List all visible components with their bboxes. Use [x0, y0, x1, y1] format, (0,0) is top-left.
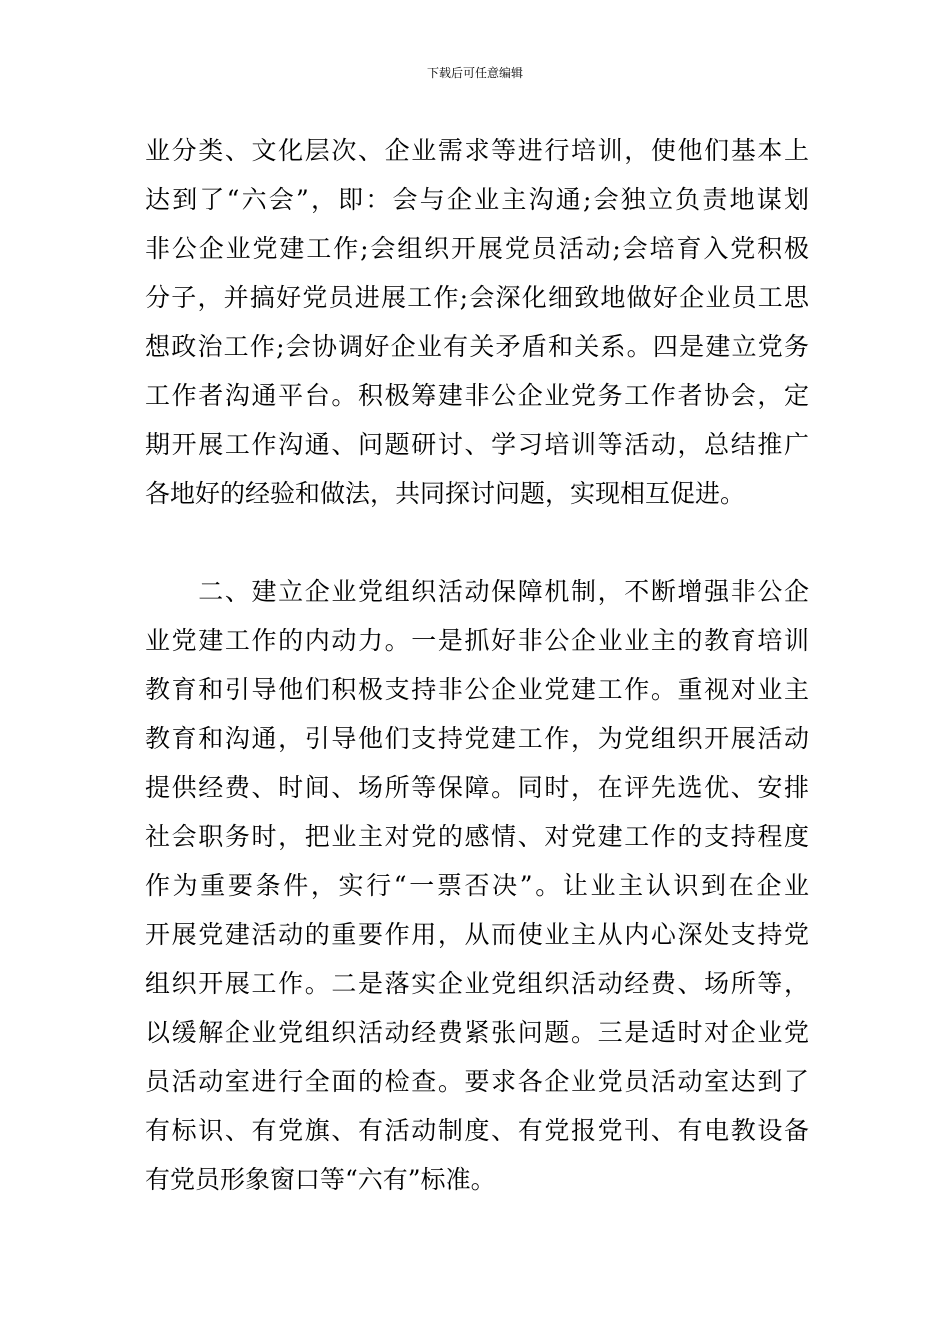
- paragraph-line: 分子，并搞好党员进展工作;会深化细致地做好企业员工思: [145, 283, 809, 312]
- paragraph-line: 有标识、有党旗、有活动制度、有党报党刊、有电教设备: [145, 1116, 809, 1145]
- paragraph-line: 作为重要条件，实行“一票否决”。让业主认识到在企业: [145, 871, 809, 900]
- paragraph-line: 期开展工作沟通、问题研讨、学习培训等活动，总结推广: [145, 430, 809, 459]
- paragraph-line: 教育和沟通，引导他们支持党建工作，为党组织开展活动: [145, 724, 809, 753]
- page-header-note: 下载后可任意编辑: [426, 66, 523, 80]
- paragraph-line: 二、建立企业党组织活动保障机制，不断增强非公企: [145, 577, 809, 606]
- paragraph-line: 员活动室进行全面的检查。要求各企业党员活动室达到了: [145, 1067, 809, 1096]
- paragraph-line: 以缓解企业党组织活动经费紧张问题。三是适时对企业党: [145, 1018, 809, 1047]
- paragraph-line: 业分类、文化层次、企业需求等进行培训，使他们基本上: [145, 136, 809, 165]
- paragraph-line: 组织开展工作。二是落实企业党组织活动经费、场所等，: [145, 969, 809, 998]
- paragraph-1: [145, 126, 809, 518]
- document-body: [145, 126, 809, 1204]
- paragraph-line: 有党员形象窗口等“六有”标准。: [145, 1165, 496, 1194]
- paragraph-spacer: [145, 518, 809, 567]
- paragraph-line: 想政治工作;会协调好企业有关矛盾和关系。四是建立党务: [145, 332, 809, 361]
- paragraph-line: 开展党建活动的重要作用，从而使业主从内心深处支持党: [145, 920, 809, 949]
- paragraph-line: 提供经费、时间、场所等保障。同时，在评先选优、安排: [145, 773, 809, 802]
- paragraph-line: 工作者沟通平台。积极筹建非公企业党务工作者协会，定: [145, 381, 809, 410]
- paragraph-line: 教育和引导他们积极支持非公企业党建工作。重视对业主: [145, 675, 809, 704]
- paragraph-line: 业党建工作的内动力。一是抓好非公企业业主的教育培训: [145, 626, 809, 655]
- paragraph-line: 社会职务时，把业主对党的感情、对党建工作的支持程度: [145, 822, 809, 851]
- paragraph-2: [145, 567, 809, 1204]
- paragraph-line: 达到了“六会”，即：会与企业主沟通;会独立负责地谋划: [145, 185, 809, 214]
- paragraph-line: 各地好的经验和做法，共同探讨问题，实现相互促进。: [145, 479, 746, 508]
- paragraph-line: 非公企业党建工作;会组织开展党员活动;会培育入党积极: [145, 234, 809, 263]
